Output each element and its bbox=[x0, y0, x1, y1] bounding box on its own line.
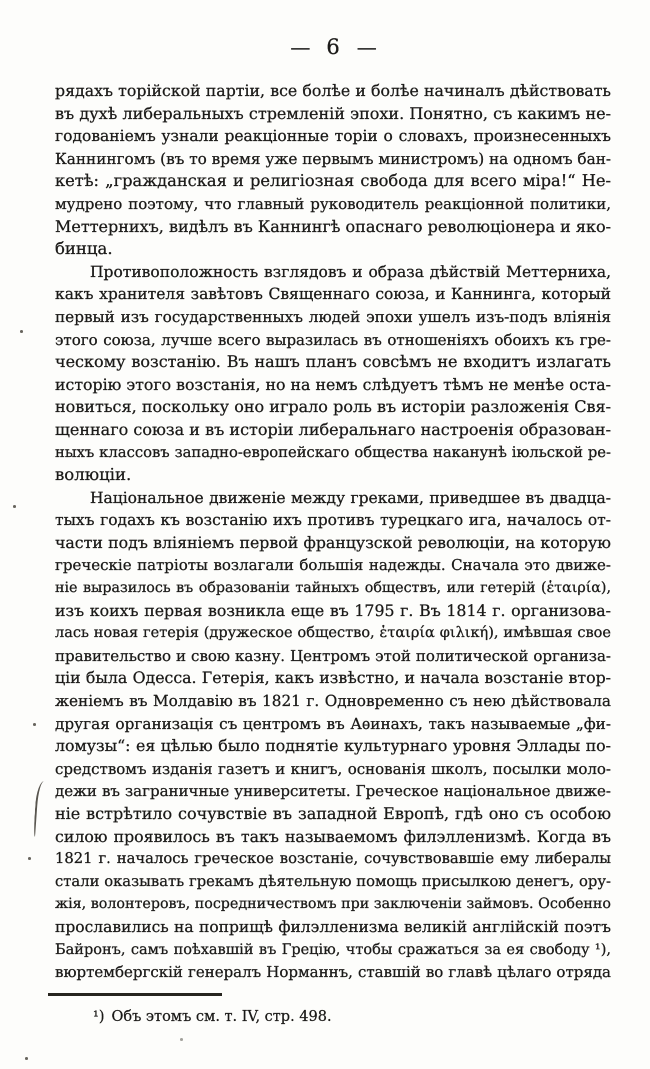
scan-speck bbox=[25, 1057, 28, 1060]
text-line: Каннингомъ (въ то время уже первымъ министромъ) на одномъ бан- bbox=[55, 149, 611, 168]
text-line: жія, волонтеровъ, посредничествомъ при заключеніи займовъ. Особенно bbox=[55, 896, 611, 913]
text-line: въ духѣ либеральныхъ стремленій эпохи. Понятно, съ какимъ не- bbox=[55, 103, 611, 123]
text-line: лась новая гетерія (дружеское общество, ἑταιρία φιλική), имѣвшая свое bbox=[55, 625, 611, 642]
scan-speck bbox=[28, 857, 31, 860]
footnote-text: Объ этомъ см. т. IV, стр. 498. bbox=[111, 1009, 332, 1025]
paragraph bbox=[55, 80, 611, 261]
text-line: 1821 г. началось греческое возстаніе, сочувствовавшіе ему либералы bbox=[55, 850, 611, 868]
text-line: прославились на поприщѣ филэлленизма великій англійскій поэтъ bbox=[55, 917, 611, 936]
text-line: какъ хранителя завѣтовъ Священнаго союза, и Каннинга, который bbox=[55, 285, 611, 304]
scan-pen-mark bbox=[33, 781, 46, 837]
header-dash-left: — bbox=[290, 35, 310, 59]
text-line: другая организація съ центромъ въ Аѳинахъ, такъ называемые „фи- bbox=[55, 714, 611, 733]
header-dash-right: — bbox=[356, 35, 376, 59]
text-line: тыхъ годахъ къ возстанію ихъ противъ турецкаго ига, началось от- bbox=[55, 511, 611, 530]
footnote-divider bbox=[48, 993, 222, 996]
footnote-marker: ¹) bbox=[93, 1009, 105, 1025]
text-line: щеннаго союза и въ исторіи либеральнаго настроенія образован- bbox=[55, 419, 611, 439]
page-number: 6 bbox=[326, 35, 340, 59]
text-line: части подъ вліяніемъ первой французской революціи, на которую bbox=[55, 532, 611, 552]
text-line: новиться, поскольку оно играло роль въ исторіи разложенія Свя- bbox=[55, 397, 611, 417]
page-header bbox=[55, 34, 611, 60]
text-line: первый изъ государственныхъ людей эпохи ушелъ изъ-подъ вліянія bbox=[55, 307, 611, 326]
text-line: ніе встрѣтило сочувствіе въ западной Европѣ, гдѣ оно съ особою bbox=[55, 804, 611, 823]
text-line: изъ коихъ первая возникла еще въ 1795 г. Въ 1814 г. организова- bbox=[55, 600, 611, 620]
text-line: вюртембергскій генералъ Норманнъ, ставшій во главѣ цѣлаго отряда bbox=[55, 963, 611, 982]
text-line: мудрено поэтому, что главный руководитель реакціонной политики, bbox=[55, 194, 611, 213]
scan-speck bbox=[33, 723, 36, 726]
text-line: исторію этого возстанія, но на немъ слѣдуетъ тѣмъ не менѣе оста- bbox=[55, 374, 611, 394]
text-line: волюціи. bbox=[55, 465, 132, 485]
text-line: ціи была Одесса. Гетерія, какъ извѣстно, и начала возстаніе втор- bbox=[55, 668, 611, 688]
text-line: ніе выразилось въ образованіи тайныхъ обществъ, или гетерій (ἑταιρία), bbox=[55, 580, 611, 597]
paragraph bbox=[55, 487, 611, 984]
footnote bbox=[55, 1007, 611, 1028]
scan-speck bbox=[20, 330, 23, 333]
scan-speck bbox=[13, 505, 16, 508]
text-line: силою проявилось въ такъ называемомъ филэлленизмѣ. Когда въ bbox=[55, 826, 611, 846]
text-line: Противоположность взглядовъ и образа дѣйствій Меттерниха, bbox=[90, 262, 611, 281]
text-line: ческому возстанію. Въ нашъ планъ совсѣмъ не входитъ излагать bbox=[55, 352, 611, 372]
paragraph bbox=[55, 261, 611, 487]
text-line: женіемъ въ Молдавію въ 1821 г. Одновременно съ нею дѣйствовала bbox=[55, 692, 611, 711]
text-line: годованіемъ узнали реакціонные торіи о словахъ, произнесенныхъ bbox=[55, 127, 611, 146]
text-line: Національное движеніе между греками, приведшее въ двадца- bbox=[90, 488, 611, 507]
text-line: бинца. bbox=[55, 239, 113, 259]
text-line: кетѣ: „гражданская и религіозная свобода для всего міра!“ Не- bbox=[55, 171, 611, 191]
text-line: правительство и свою казну. Центромъ этой политической организа- bbox=[55, 646, 611, 665]
text-line: Байронъ, самъ поѣхавшій въ Грецію, чтобы сражаться за ея свободу ¹), bbox=[55, 941, 611, 958]
text-line: дежи въ заграничные университеты. Греческое національное движе- bbox=[55, 782, 611, 801]
text-line: рядахъ торійской партіи, все болѣе и болѣе начиналъ дѣйствовать bbox=[55, 81, 611, 100]
text-line: ныхъ классовъ западно-европейскаго общества наканунѣ іюльской ре- bbox=[55, 443, 611, 461]
text-line: ломузы“: ея цѣлью было поднятіе культурнаго уровня Эллады по- bbox=[55, 736, 611, 756]
text-line: греческіе патріоты возлагали большія надежды. Сначала это движе- bbox=[55, 556, 611, 575]
text-line: Меттернихъ, видѣлъ въ Каннингѣ опаснаго революціонера и яко- bbox=[55, 216, 611, 236]
body-text bbox=[55, 80, 611, 984]
scan-speck bbox=[180, 1038, 183, 1041]
text-line: стали оказывать грекамъ дѣятельную помощь присылкою денегъ, ору- bbox=[55, 872, 611, 890]
text-line: средствомъ изданія газетъ и книгъ, основанія школъ, посылки моло- bbox=[55, 759, 611, 778]
text-line: этого союза, лучше всего выразилась въ отношеніяхъ обоихъ къ гре- bbox=[55, 330, 611, 349]
